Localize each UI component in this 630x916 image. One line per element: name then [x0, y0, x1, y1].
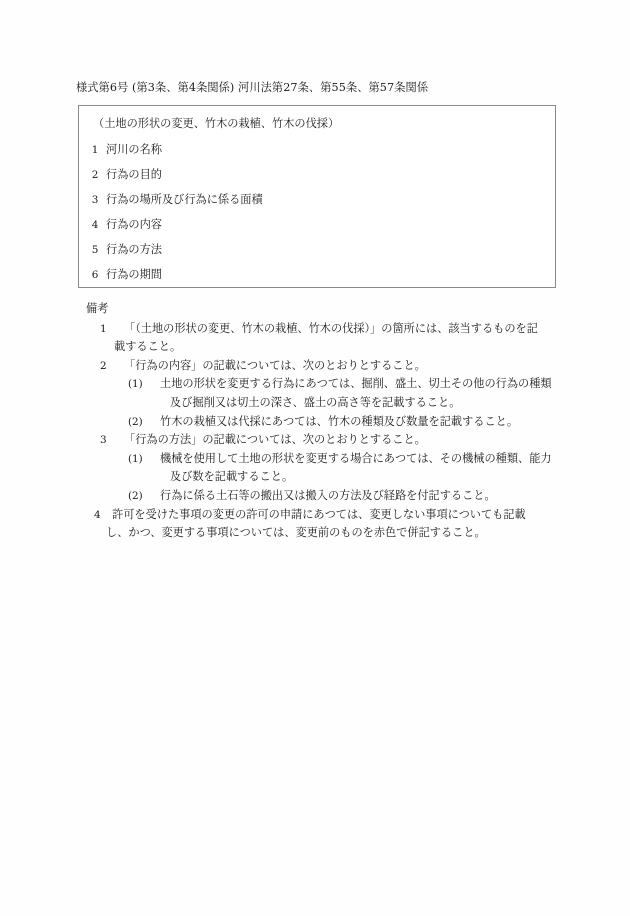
- note-continuation: し、かつ、変更する事項については、変更前のものを赤色で併記すること。: [106, 526, 486, 540]
- note-marker: 4: [94, 508, 101, 521]
- form-title: 様式第6号 (第3条、第4条関係) 河川法第27条、第55条、第57条関係: [76, 81, 429, 94]
- note-body: 「行為の内容」の記載については、次のとおりとすること。: [124, 358, 426, 372]
- notes-section: [86, 300, 556, 543]
- row-number: 6: [91, 269, 99, 281]
- note-marker: 1: [100, 322, 107, 335]
- item-box-rows: [79, 141, 555, 291]
- note-marker: 3: [100, 434, 107, 447]
- note-item: [86, 431, 556, 450]
- row-number: 1: [91, 144, 99, 156]
- note-submarker: (2): [128, 415, 143, 428]
- notes-title: 備考: [86, 302, 109, 315]
- note-body: [114, 320, 556, 357]
- row-label: 行為の期間: [106, 268, 162, 281]
- table-row: [79, 166, 555, 191]
- note-subitem: [86, 375, 556, 412]
- note-subbody: 行為に係る土石等の搬出又は搬入の方法及び経路を付記すること。: [160, 488, 496, 502]
- note-subbody: 竹木の栽植又は代採にあつては、竹木の種類及び数量を記載すること。: [160, 414, 519, 428]
- note-subcontinuation: 及び数を記載すること。: [170, 470, 294, 484]
- row-number: 4: [91, 219, 99, 231]
- row-number: 2: [91, 169, 99, 181]
- note-submarker: (1): [128, 378, 143, 391]
- table-row: [79, 191, 555, 216]
- note-subitem: [86, 450, 556, 487]
- row-label: 行為の目的: [106, 168, 162, 181]
- row-number: 3: [91, 194, 99, 206]
- note-item: [86, 357, 556, 376]
- note-submarker: (2): [128, 489, 143, 502]
- note-submarker: (1): [128, 452, 143, 465]
- note-marker: 2: [100, 359, 107, 372]
- note-item: [86, 506, 556, 543]
- row-label: 行為の内容: [106, 218, 162, 231]
- note-subbody: [160, 450, 556, 487]
- note-subtext: 土地の形状を変更する行為にあつては、掘削、盛土、切土その他の行為の種類: [160, 377, 552, 391]
- table-row: [79, 241, 555, 266]
- note-subtext: 機械を使用して土地の形状を変更する場合にあつては、その機械の種類、能力: [160, 451, 552, 465]
- row-label: 行為の場所及び行為に係る面積: [106, 193, 263, 206]
- row-number: 5: [91, 244, 99, 256]
- note-body: 「行為の方法」の記載については、次のとおりとすること。: [124, 433, 426, 447]
- note-body: [106, 506, 556, 543]
- row-label: 行為の方法: [106, 243, 162, 256]
- note-subitem: [86, 487, 556, 506]
- table-row: [79, 141, 555, 166]
- row-label: 河川の名称: [106, 143, 162, 156]
- item-box-heading: （土地の形状の変更、竹木の栽植、竹木の伐採）: [93, 117, 340, 130]
- note-item: [86, 320, 556, 357]
- note-subcontinuation: 及び掘削又は切土の深さ、盛土の高さ等を記載すること。: [170, 395, 461, 409]
- table-row: [79, 266, 555, 291]
- note-text: 「（土地の形状の変更、竹木の栽植、竹木の伐採）」の箇所には、該当するものを記: [124, 321, 538, 335]
- note-text: 許可を受けた事項の変更の許可の申請にあつては、変更しない事項についても記載: [112, 507, 526, 521]
- note-subitem: [86, 413, 556, 432]
- note-subbody: [160, 375, 556, 412]
- note-continuation: 載すること。: [114, 340, 182, 354]
- application-items-box: [78, 105, 556, 288]
- table-row: [79, 216, 555, 241]
